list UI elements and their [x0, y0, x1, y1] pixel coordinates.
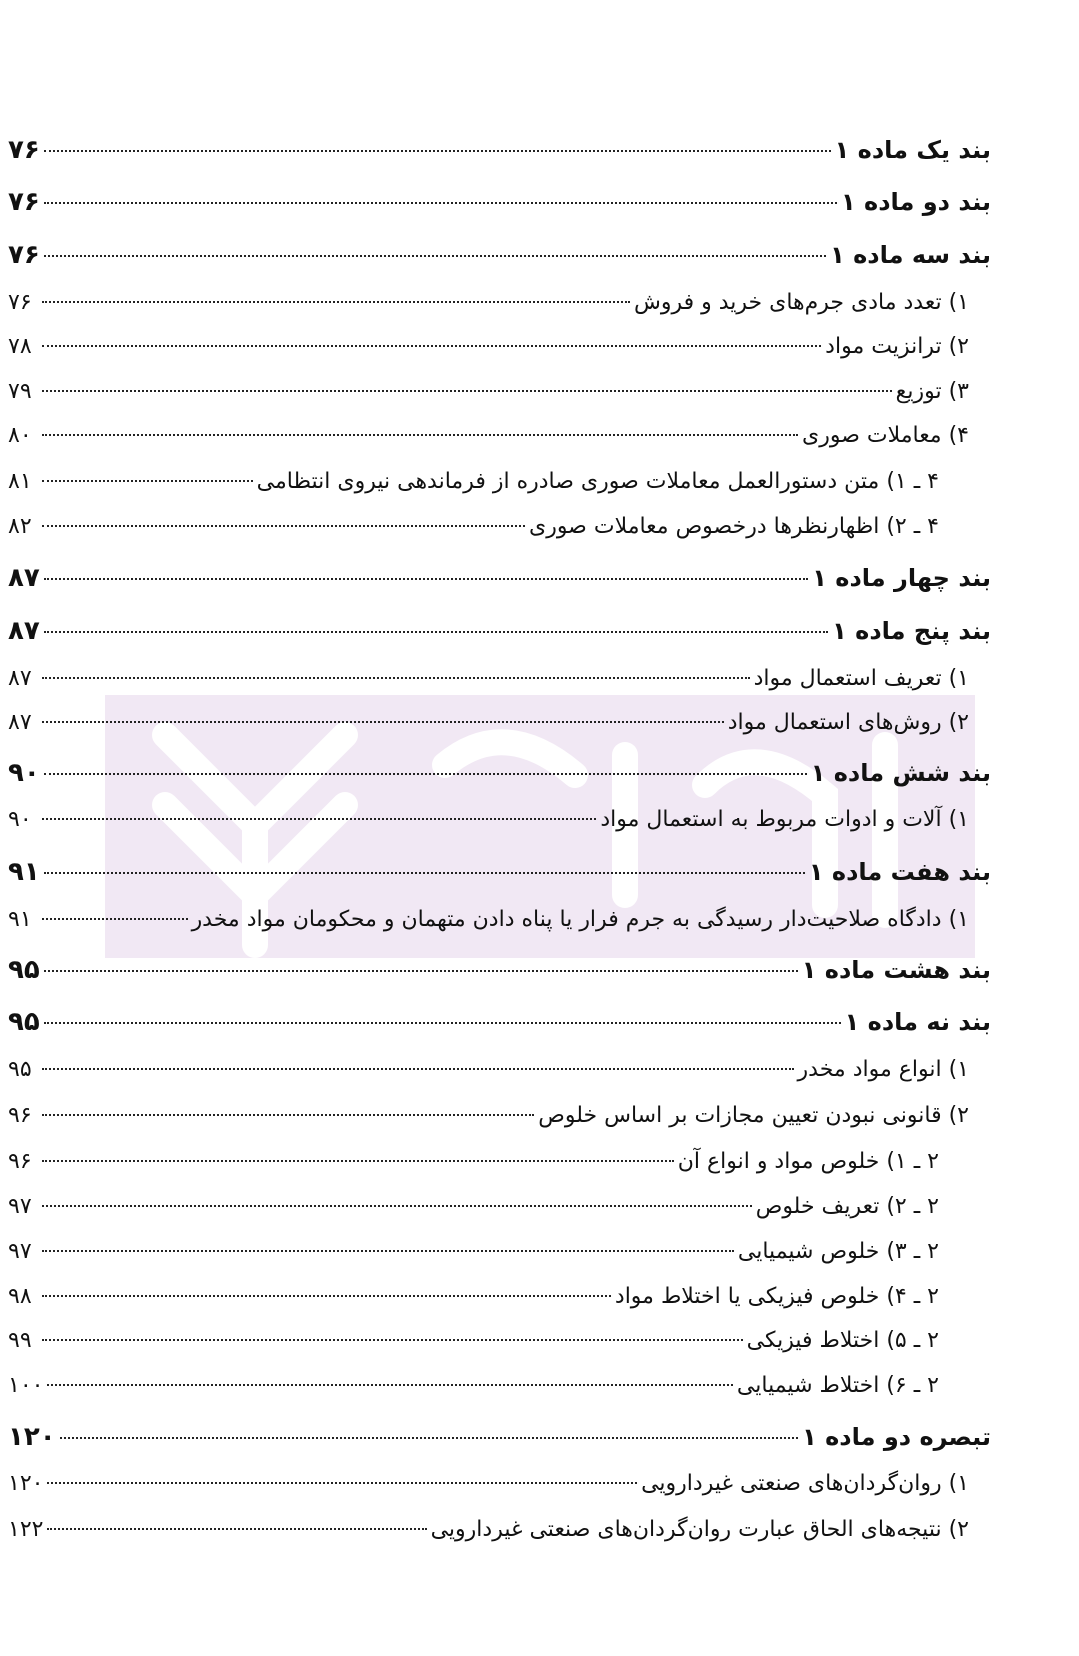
toc-page-number: ۹۷ — [8, 1194, 32, 1219]
toc-entry[interactable] — [8, 950, 991, 990]
toc-entry[interactable] — [8, 800, 969, 840]
toc-entry-title: ۲) قانونی نبودن تعیین مجازات بر اساس خلوص — [538, 1103, 969, 1128]
toc-entry[interactable] — [8, 1002, 991, 1042]
toc-entry-title: ۳) توزیع — [895, 379, 969, 404]
toc-entry-title: ۴ ـ ۲) اظهارنظرها درخصوص معاملات صوری — [528, 514, 939, 539]
toc-page-number: ۹۱ — [8, 857, 40, 887]
toc-page-number: ۸۷ — [8, 563, 40, 593]
toc-entry[interactable] — [8, 1417, 991, 1457]
toc-entry[interactable] — [8, 182, 991, 222]
toc-entry[interactable] — [8, 703, 969, 743]
toc-entry-title: ۱) آلات و ادوات مربوط به استعمال مواد — [600, 807, 969, 832]
toc-entry[interactable] — [8, 462, 939, 502]
dot-leader — [42, 665, 750, 679]
toc-page-number: ۱۰۰ — [8, 1373, 44, 1398]
toc-page-number: ۸۲ — [8, 514, 32, 539]
toc-entry[interactable] — [8, 1187, 939, 1227]
toc-page-number: ۹۶ — [8, 1149, 32, 1174]
toc-entry[interactable] — [8, 1050, 969, 1090]
dot-leader — [42, 513, 525, 527]
toc-entry-title: ۲) ترانزیت مواد — [825, 334, 969, 359]
toc-page-number: ۸۱ — [8, 469, 32, 494]
dot-leader — [42, 333, 821, 347]
toc-entry-title: بند چهار ماده ۱ — [812, 564, 991, 592]
toc-entry[interactable] — [8, 283, 969, 323]
toc-entry[interactable] — [8, 1277, 939, 1317]
toc-page-number: ۸۰ — [8, 423, 32, 448]
toc-entry-title: بند شش ماده ۱ — [810, 759, 991, 787]
toc-entry-title: بند دو ماده ۱ — [841, 188, 991, 216]
toc-entry-title: ۲ ـ ۲) تعریف خلوص — [755, 1194, 939, 1219]
toc-entry-title: ۲ ـ ۴) خلوص فیزیکی یا اختلاط مواد — [614, 1284, 939, 1309]
dot-leader — [42, 806, 596, 820]
toc-page-number: ۷۸ — [8, 334, 32, 359]
toc-entry-title: بند هفت ماده ۱ — [808, 858, 991, 886]
toc-entry[interactable] — [8, 327, 969, 367]
dot-leader — [44, 566, 809, 580]
dot-leader — [44, 958, 798, 972]
toc-entry-title: ۱) روان‌گردان‌های صنعتی غیردارویی — [641, 1471, 969, 1496]
dot-leader — [42, 289, 630, 303]
toc-page-number: ۸۷ — [8, 616, 40, 646]
dot-leader — [42, 1238, 734, 1252]
toc-entry-title: ۱) دادگاه صلاحیت‌دار رسیدگی به جرم فرار یا پناه دادن متهمان و محکومان مواد مخدر — [191, 907, 969, 932]
toc-page-number: ۹۱ — [8, 907, 32, 932]
dot-leader — [42, 1193, 752, 1207]
dot-leader — [44, 860, 805, 874]
toc-entry-title: تبصره دو ماده ۱ — [802, 1423, 991, 1451]
toc-entry-title: ۲ ـ ۳) خلوص شیمیایی — [737, 1239, 939, 1264]
toc-entry-title: بند سه ماده ۱ — [830, 241, 991, 269]
dot-leader — [42, 1102, 534, 1116]
toc-entry[interactable] — [8, 1232, 939, 1272]
dot-leader — [42, 906, 188, 920]
toc-entry[interactable] — [8, 507, 939, 547]
toc-page-number: ۷۶ — [8, 187, 40, 217]
dot-leader — [44, 619, 828, 633]
toc-entry[interactable] — [8, 235, 991, 275]
toc-entry[interactable] — [8, 611, 991, 651]
toc-page-number: ۹۸ — [8, 1284, 32, 1309]
toc-page-number: ۹۹ — [8, 1328, 32, 1353]
dot-leader — [44, 138, 831, 152]
toc-entry[interactable] — [8, 753, 991, 793]
toc-entry[interactable] — [8, 416, 969, 456]
toc-entry-title: ۲) نتیجه‌های الحاق عبارت روان‌گردان‌های صنعتی غیردارویی — [430, 1517, 969, 1542]
toc-page-number: ۹۵ — [8, 1007, 40, 1037]
toc-page-number: ۷۶ — [8, 240, 40, 270]
toc-page-number: ۷۶ — [8, 135, 40, 165]
dot-leader — [44, 1010, 841, 1024]
dot-leader — [42, 378, 892, 392]
dot-leader — [42, 468, 253, 482]
toc-entry[interactable] — [8, 1096, 969, 1136]
dot-leader — [47, 1372, 732, 1386]
toc-entry[interactable] — [8, 1510, 969, 1550]
dot-leader — [47, 1516, 426, 1530]
toc-page-number: ۹۶ — [8, 1103, 32, 1128]
toc-page-number: ۱۲۲ — [8, 1517, 44, 1542]
toc-page-number: ۷۶ — [8, 290, 32, 315]
dot-leader — [42, 1148, 674, 1162]
dot-leader — [42, 1327, 743, 1341]
toc-entry-title: بند نه ماده ۱ — [844, 1008, 991, 1036]
toc-entry-title: ۱) تعریف استعمال مواد — [753, 666, 969, 691]
dot-leader — [42, 1056, 794, 1070]
toc-entry-title: ۴) معاملات صوری — [801, 423, 969, 448]
toc-entry[interactable] — [8, 558, 991, 598]
toc-entry-title: ۱) انواع مواد مخدر — [797, 1057, 969, 1082]
toc-entry-title: ۲ ـ ۶) اختلاط شیمیایی — [736, 1373, 939, 1398]
toc-page-number: ۹۰ — [8, 807, 32, 832]
toc-entry-title: ۲) روش‌های استعمال مواد — [727, 710, 969, 735]
toc-page-number: ۹۵ — [8, 1057, 32, 1082]
toc-entry-title: ۱) تعدد مادی جرم‌های خرید و فروش — [633, 290, 969, 315]
dot-leader — [44, 761, 807, 775]
toc-entry-title: بند هشت ماده ۱ — [801, 956, 991, 984]
toc-entry-title: بند پنج ماده ۱ — [832, 617, 991, 645]
toc-entry[interactable] — [8, 900, 969, 940]
toc-page-number: ۹۵ — [8, 955, 40, 985]
toc-page-number: ۱۲۰ — [8, 1471, 44, 1496]
toc-entry-title: ۲ ـ ۵) اختلاط فیزیکی — [746, 1328, 939, 1353]
toc-page-number: ۸۷ — [8, 666, 32, 691]
toc-page-number: ۱۲۰ — [8, 1422, 56, 1452]
toc-entry[interactable] — [8, 659, 969, 699]
toc-entry-title: ۲ ـ ۱) خلوص مواد و انواع آن — [677, 1149, 939, 1174]
toc-entry[interactable] — [8, 1142, 939, 1182]
toc-entry[interactable] — [8, 1464, 969, 1504]
toc-entry[interactable] — [8, 130, 991, 170]
dot-leader — [42, 422, 798, 436]
toc-page-number: ۹۰ — [8, 758, 40, 788]
toc-entry[interactable] — [8, 852, 991, 892]
toc-entry-title: ۴ ـ ۱) متن دستورالعمل معاملات صوری صادره از فرماندهی نیروی انتظامی — [256, 469, 939, 494]
toc-entry[interactable] — [8, 1321, 939, 1361]
dot-leader — [47, 1470, 637, 1484]
toc-entry-title: بند یک ماده ۱ — [834, 136, 991, 164]
dot-leader — [42, 709, 724, 723]
toc-page-number: ۸۷ — [8, 710, 32, 735]
dot-leader — [60, 1425, 799, 1439]
toc-page-number: ۹۷ — [8, 1239, 32, 1264]
toc-page-number: ۷۹ — [8, 379, 32, 404]
dot-leader — [44, 190, 837, 204]
toc-entry[interactable] — [8, 372, 969, 412]
dot-leader — [42, 1283, 611, 1297]
dot-leader — [44, 243, 826, 257]
toc-entry[interactable] — [8, 1366, 939, 1406]
